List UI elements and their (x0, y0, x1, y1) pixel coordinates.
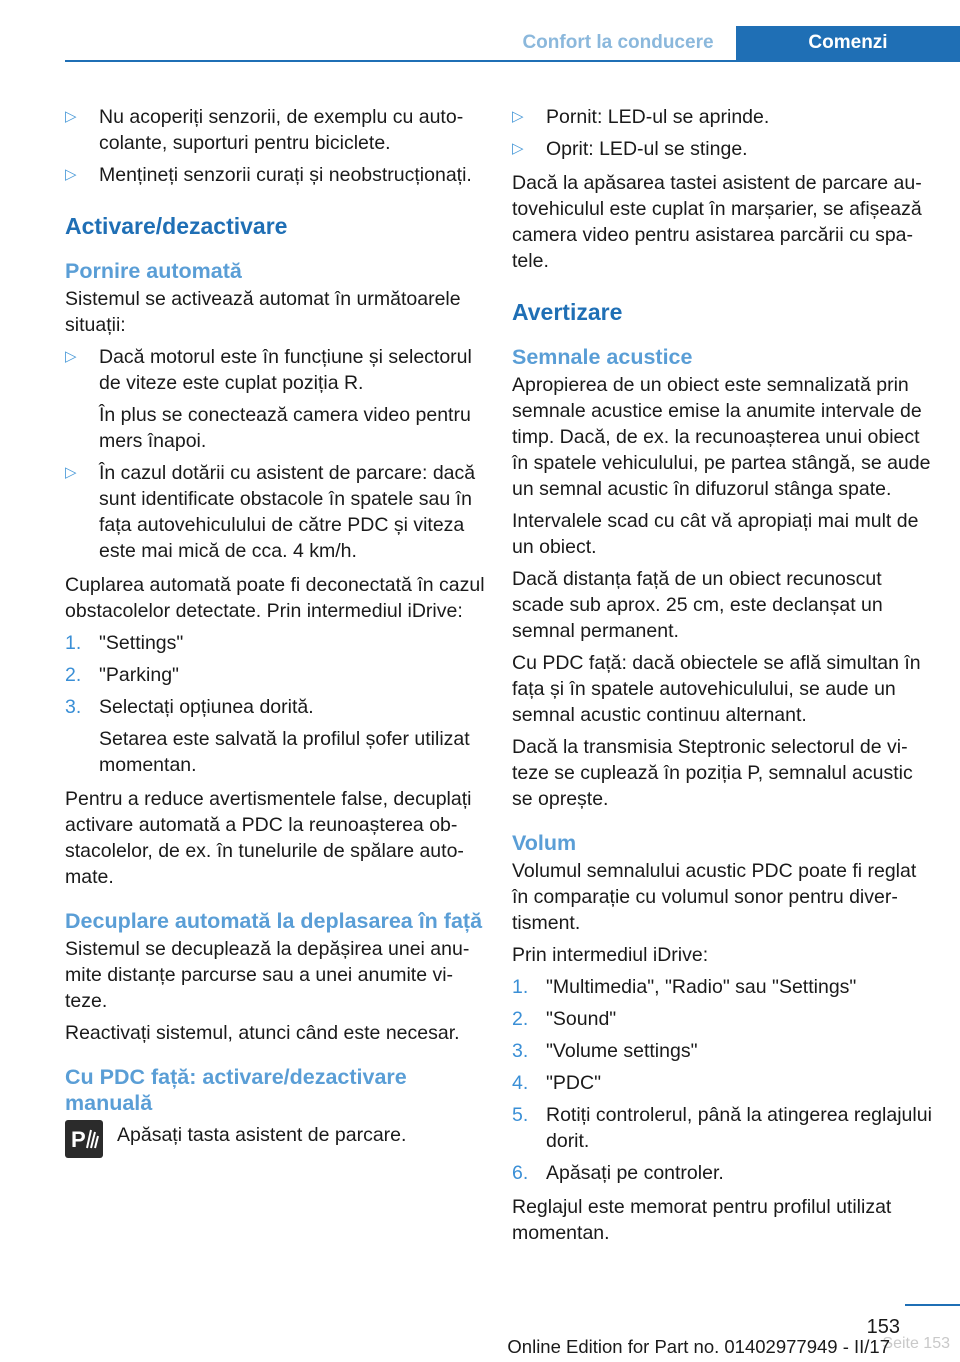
header-rule (65, 60, 960, 62)
heading-manual: Cu PDC față: activare/dezactivare manuală (65, 1065, 407, 1115)
heading-avertizare: Avertizare (512, 299, 623, 325)
icon-paragraph (65, 1122, 485, 1152)
heading-decuplare: Decuplare automată la deplasarea în față (65, 909, 483, 933)
paragraph: Dacă la apăsarea tastei asistent de parcare autovehiculul este cuplat în marșarier, se afișează camera video pentru asistarea parcării cu spatele. (512, 172, 922, 272)
list-item: 3. Selectați opțiunea dorită. Setarea este salvată la profilul șofer utilizat momentan. (65, 696, 470, 776)
list-item: ▷ Dacă motorul este în funcțiune și selectorul de viteze este cuplat poziția R. În plus se conectează camera video pentru mers înapoi. (65, 346, 472, 452)
paragraph: Cu PDC față: dacă obiectele se află simultan în fața și în spatele autovehiculului, se aude un semnal acustic continuu alternant. (512, 652, 921, 726)
paragraph: Prin intermediul iDrive: (512, 944, 709, 966)
edition-footer: Online Edition for Part no. 01402977949 - II/17 (507, 1336, 890, 1357)
paragraph: Pentru a reduce avertismentele false, decuplați activare automată a PDC la reunoașterea obstacolelor, de ex. în tunelurile de spălare automate. (65, 788, 472, 888)
triangle-bullet-icon: ▷ (512, 108, 524, 125)
list-item: ▷ Oprit: LED-ul se stinge. (512, 138, 748, 160)
bullet-list (512, 104, 932, 162)
bullet-list (65, 104, 485, 188)
numbered-list (65, 630, 485, 778)
list-item: ▷ Pornit: LED-ul se aprinde. (512, 106, 770, 128)
triangle-bullet-icon: ▷ (512, 140, 524, 157)
list-item: 2. "Sound" (512, 1008, 617, 1030)
paragraph: Intervalele scad cu cât vă apropiați mai mult de un obiect. (512, 510, 919, 558)
page-number: 153 (866, 1316, 900, 1338)
heading-activare: Activare/dezactivare (65, 213, 288, 239)
page-header (0, 0, 960, 62)
list-item: ▷ În cazul dotării cu asistent de parcare: dacă sunt identificate obstacole în spatele sau în fața autovehiculului de către PDC și viteza este mai mică de cca. 4 km/h. (65, 462, 476, 562)
list-item: 1. "Multimedia", "Radio" sau "Settings" (512, 976, 857, 998)
heading-volum: Volum (512, 831, 577, 855)
watermark: Seite 153 (882, 1335, 950, 1352)
heading-semnale-acustice: Semnale acustice (512, 345, 693, 369)
paragraph: Sistemul se activează automat în următoarele situații: (65, 288, 461, 336)
left-column (65, 100, 485, 1154)
triangle-bullet-icon: ▷ (65, 108, 77, 125)
paragraph: Cuplarea automată poate fi deconectată în cazul obstacolelor detectate. Prin intermediul iDrive: (65, 574, 485, 622)
list-item: 3. "Volume settings" (512, 1040, 698, 1062)
header-chapter-tab: Comenzi (736, 26, 960, 62)
list-item: ▷ Nu acoperiți senzorii, de exemplu cu autocolante, suporturi pentru biciclete. (65, 106, 464, 154)
footer-rule (905, 1304, 960, 1306)
list-item: 1. "Settings" (65, 632, 184, 654)
list-item: 2. "Parking" (65, 664, 179, 686)
right-column (512, 100, 932, 1252)
paragraph: Reactivați sistemul, atunci când este necesar. (65, 1022, 460, 1044)
paragraph: Reglajul este memorat pentru profilul utilizat momentan. (512, 1196, 892, 1244)
paragraph: Volumul semnalului acustic PDC poate fi reglat în comparație cu volumul sonor pentru divertisment. (512, 860, 917, 934)
paragraph: Dacă distanța față de un obiect recunoscut scade sub aprox. 25 cm, este declanșat un semnal permanent. (512, 568, 883, 642)
paragraph: Apropierea de un obiect este semnalizată prin semnale acustice emise la anumite intervale de timp. Dacă, de ex. la recunoașterea unui obiect în spatele vehiculului, pe partea stângă, se aude un semnal acustic în difuzorul stânga spate. (512, 374, 931, 500)
heading-pornire-automata: Pornire automată (65, 259, 242, 283)
triangle-bullet-icon: ▷ (65, 464, 77, 481)
triangle-bullet-icon: ▷ (65, 166, 77, 183)
paragraph: Apăsați tasta asistent de parcare. (117, 1124, 407, 1146)
header-section-title: Confort la conducere (522, 32, 714, 53)
numbered-list (512, 974, 932, 1186)
list-item: 5. Rotiți controlerul, până la atingerea reglajului dorit. (512, 1104, 932, 1152)
park-assist-button-icon (65, 1120, 103, 1158)
list-item: ▷ Mențineți senzorii curați și neobstrucționați. (65, 164, 472, 186)
paragraph: Sistemul se decuplează la depășirea unei anumite distanțe parcurse sau a unei anumite viteze. (65, 938, 470, 1012)
svg-text:P: P (71, 1127, 86, 1152)
list-item: 4. "PDC" (512, 1072, 602, 1094)
triangle-bullet-icon: ▷ (65, 348, 77, 365)
list-item: 6. Apăsați pe controler. (512, 1162, 724, 1184)
paragraph: Dacă la transmisia Steptronic selectorul de viteze se cuplează în poziția P, semnalul acustic se oprește. (512, 736, 913, 810)
bullet-list (65, 344, 485, 564)
